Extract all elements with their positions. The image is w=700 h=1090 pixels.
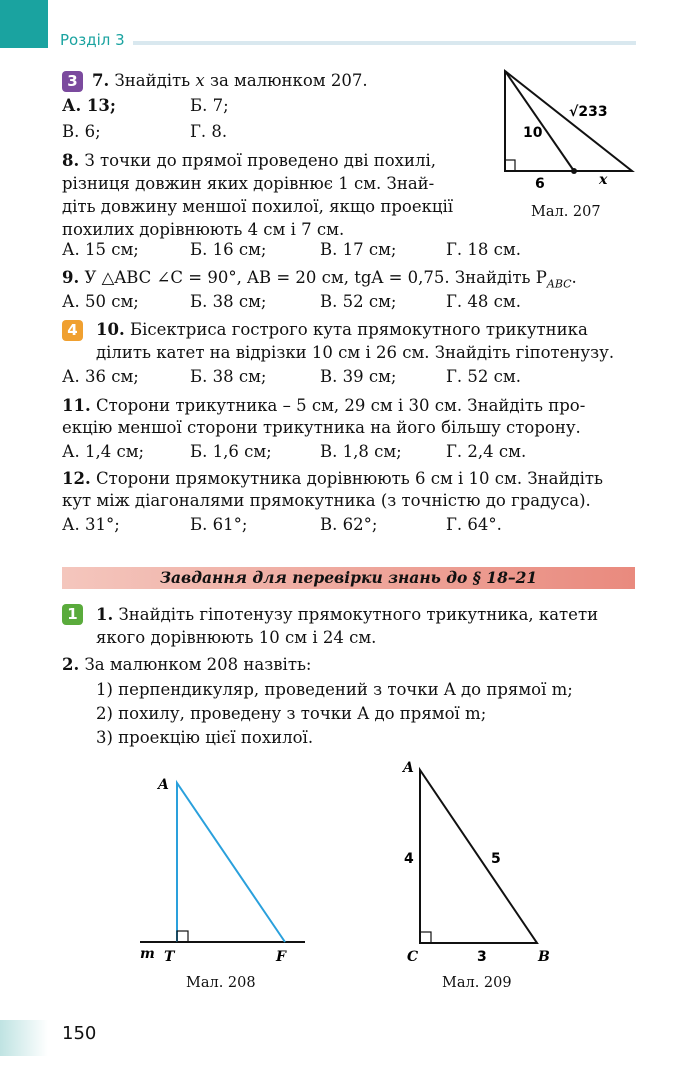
fig208-point-a: A — [158, 777, 169, 793]
q7-option-g: Г. 8. — [190, 122, 228, 141]
q10-option-b: Б. 38 см; — [190, 367, 267, 386]
q9-option-a: А. 50 см; — [62, 292, 139, 311]
task-2-item-1: 1) перпендикуляр, проведений з точки A до прямої m; — [96, 680, 573, 699]
fig207-caption: Мал. 207 — [531, 204, 601, 220]
question-12-line2: кут між діагоналями прямокутника (з точністю до градуса). — [62, 491, 591, 510]
q8-option-g: Г. 18 см. — [446, 240, 521, 259]
level-4-badge: 4 — [62, 320, 83, 341]
fig209-side-4: 4 — [404, 851, 414, 867]
q8-option-a: А. 15 см; — [62, 240, 139, 259]
figure-208 — [130, 765, 315, 970]
fig207-label-x: x — [599, 172, 608, 188]
level-3-badge: 3 — [62, 71, 83, 92]
q7-option-a: А. 13; — [62, 96, 116, 115]
question-11-line2: екцію меншої сторони трикутника на його більшу сторону. — [62, 418, 581, 437]
fig207-label-sqrt: √233 — [569, 104, 608, 120]
q7-option-v: В. 6; — [62, 122, 101, 141]
fig207-label-10: 10 — [523, 125, 543, 141]
question-12-line1: 12. Сторони прямокутника дорівнюють 6 см і 10 см. Знайдіть — [62, 469, 604, 488]
q8-option-v: В. 17 см; — [320, 240, 397, 259]
footer-color-block — [0, 1020, 48, 1056]
fig208-line-m: m — [140, 946, 155, 962]
header-color-block — [0, 0, 48, 48]
q9-option-v: В. 52 см; — [320, 292, 397, 311]
q12-option-g: Г. 64°. — [446, 515, 502, 534]
header-rule — [133, 41, 636, 45]
fig209-point-a: A — [403, 760, 414, 776]
question-8-line2: різниця довжин яких дорівнює 1 см. Знай- — [62, 174, 435, 193]
task-1-line1: 1. Знайдіть гіпотенузу прямокутного трикутника, катети — [96, 605, 599, 624]
section-title: Розділ 3 — [60, 31, 125, 49]
q9-option-b: Б. 38 см; — [190, 292, 267, 311]
question-8-line1: 8. З точки до прямої проведено дві похилі, — [62, 151, 436, 170]
q10-option-a: А. 36 см; — [62, 367, 139, 386]
q10-option-v: В. 39 см; — [320, 367, 397, 386]
fig209-point-c: C — [407, 949, 419, 965]
question-8-line4: похилих дорівнюють 4 см і 7 см. — [62, 220, 345, 239]
page-number: 150 — [62, 1023, 97, 1044]
question-10-line2: ділить катет на відрізки 10 см і 26 см. Знайдіть гіпотенузу. — [96, 343, 615, 362]
q11-option-b: Б. 1,6 см; — [190, 442, 272, 461]
task-2-item-2: 2) похилу, проведену з точки A до прямої m; — [96, 704, 487, 723]
question-7: 7. Знайдіть x за малюнком 207. — [92, 71, 368, 90]
q8-option-b: Б. 16 см; — [190, 240, 267, 259]
question-8-line3: діть довжину меншої похилої, якщо проекції — [62, 197, 454, 216]
figure-207 — [495, 65, 640, 190]
q10-option-g: Г. 52 см. — [446, 367, 521, 386]
question-11-line1: 11. Сторони трикутника – 5 см, 29 см і 30 см. Знайдіть про- — [62, 396, 586, 415]
figure-209 — [395, 755, 565, 970]
q11-option-a: А. 1,4 см; — [62, 442, 145, 461]
knowledge-check-banner: Завдання для перевірки знань до § 18–21 — [62, 567, 635, 589]
fig209-caption: Мал. 209 — [442, 975, 512, 991]
task-2-intro: 2. За малюнком 208 назвіть: — [62, 655, 312, 674]
q12-option-a: А. 31°; — [62, 515, 120, 534]
task-1-line2: якого дорівнюють 10 см і 24 см. — [96, 628, 377, 647]
fig209-point-b: B — [538, 949, 550, 965]
question-9: 9. У △ABC ∠C = 90°, AB = 20 см, tgA = 0,75. Знайдіть $P_{ABC}$. — [62, 268, 577, 291]
fig207-label-6: 6 — [535, 176, 545, 190]
q11-option-v: В. 1,8 см; — [320, 442, 402, 461]
q12-option-b: Б. 61°; — [190, 515, 248, 534]
q9-option-g: Г. 48 см. — [446, 292, 521, 311]
q12-option-v: В. 62°; — [320, 515, 378, 534]
fig209-side-5: 5 — [491, 851, 501, 867]
q7-option-b: Б. 7; — [190, 96, 229, 115]
fig208-point-t: T — [164, 949, 175, 965]
fig208-caption: Мал. 208 — [186, 975, 256, 991]
fig208-point-f: F — [276, 949, 286, 965]
task-2-item-3: 3) проекцію цієї похилої. — [96, 728, 314, 747]
level-1-badge: 1 — [62, 604, 83, 625]
fig209-side-3: 3 — [477, 949, 487, 965]
question-10-line1: 10. Бісектриса гострого кута прямокутного трикутника — [96, 320, 588, 339]
q11-option-g: Г. 2,4 см. — [446, 442, 527, 461]
